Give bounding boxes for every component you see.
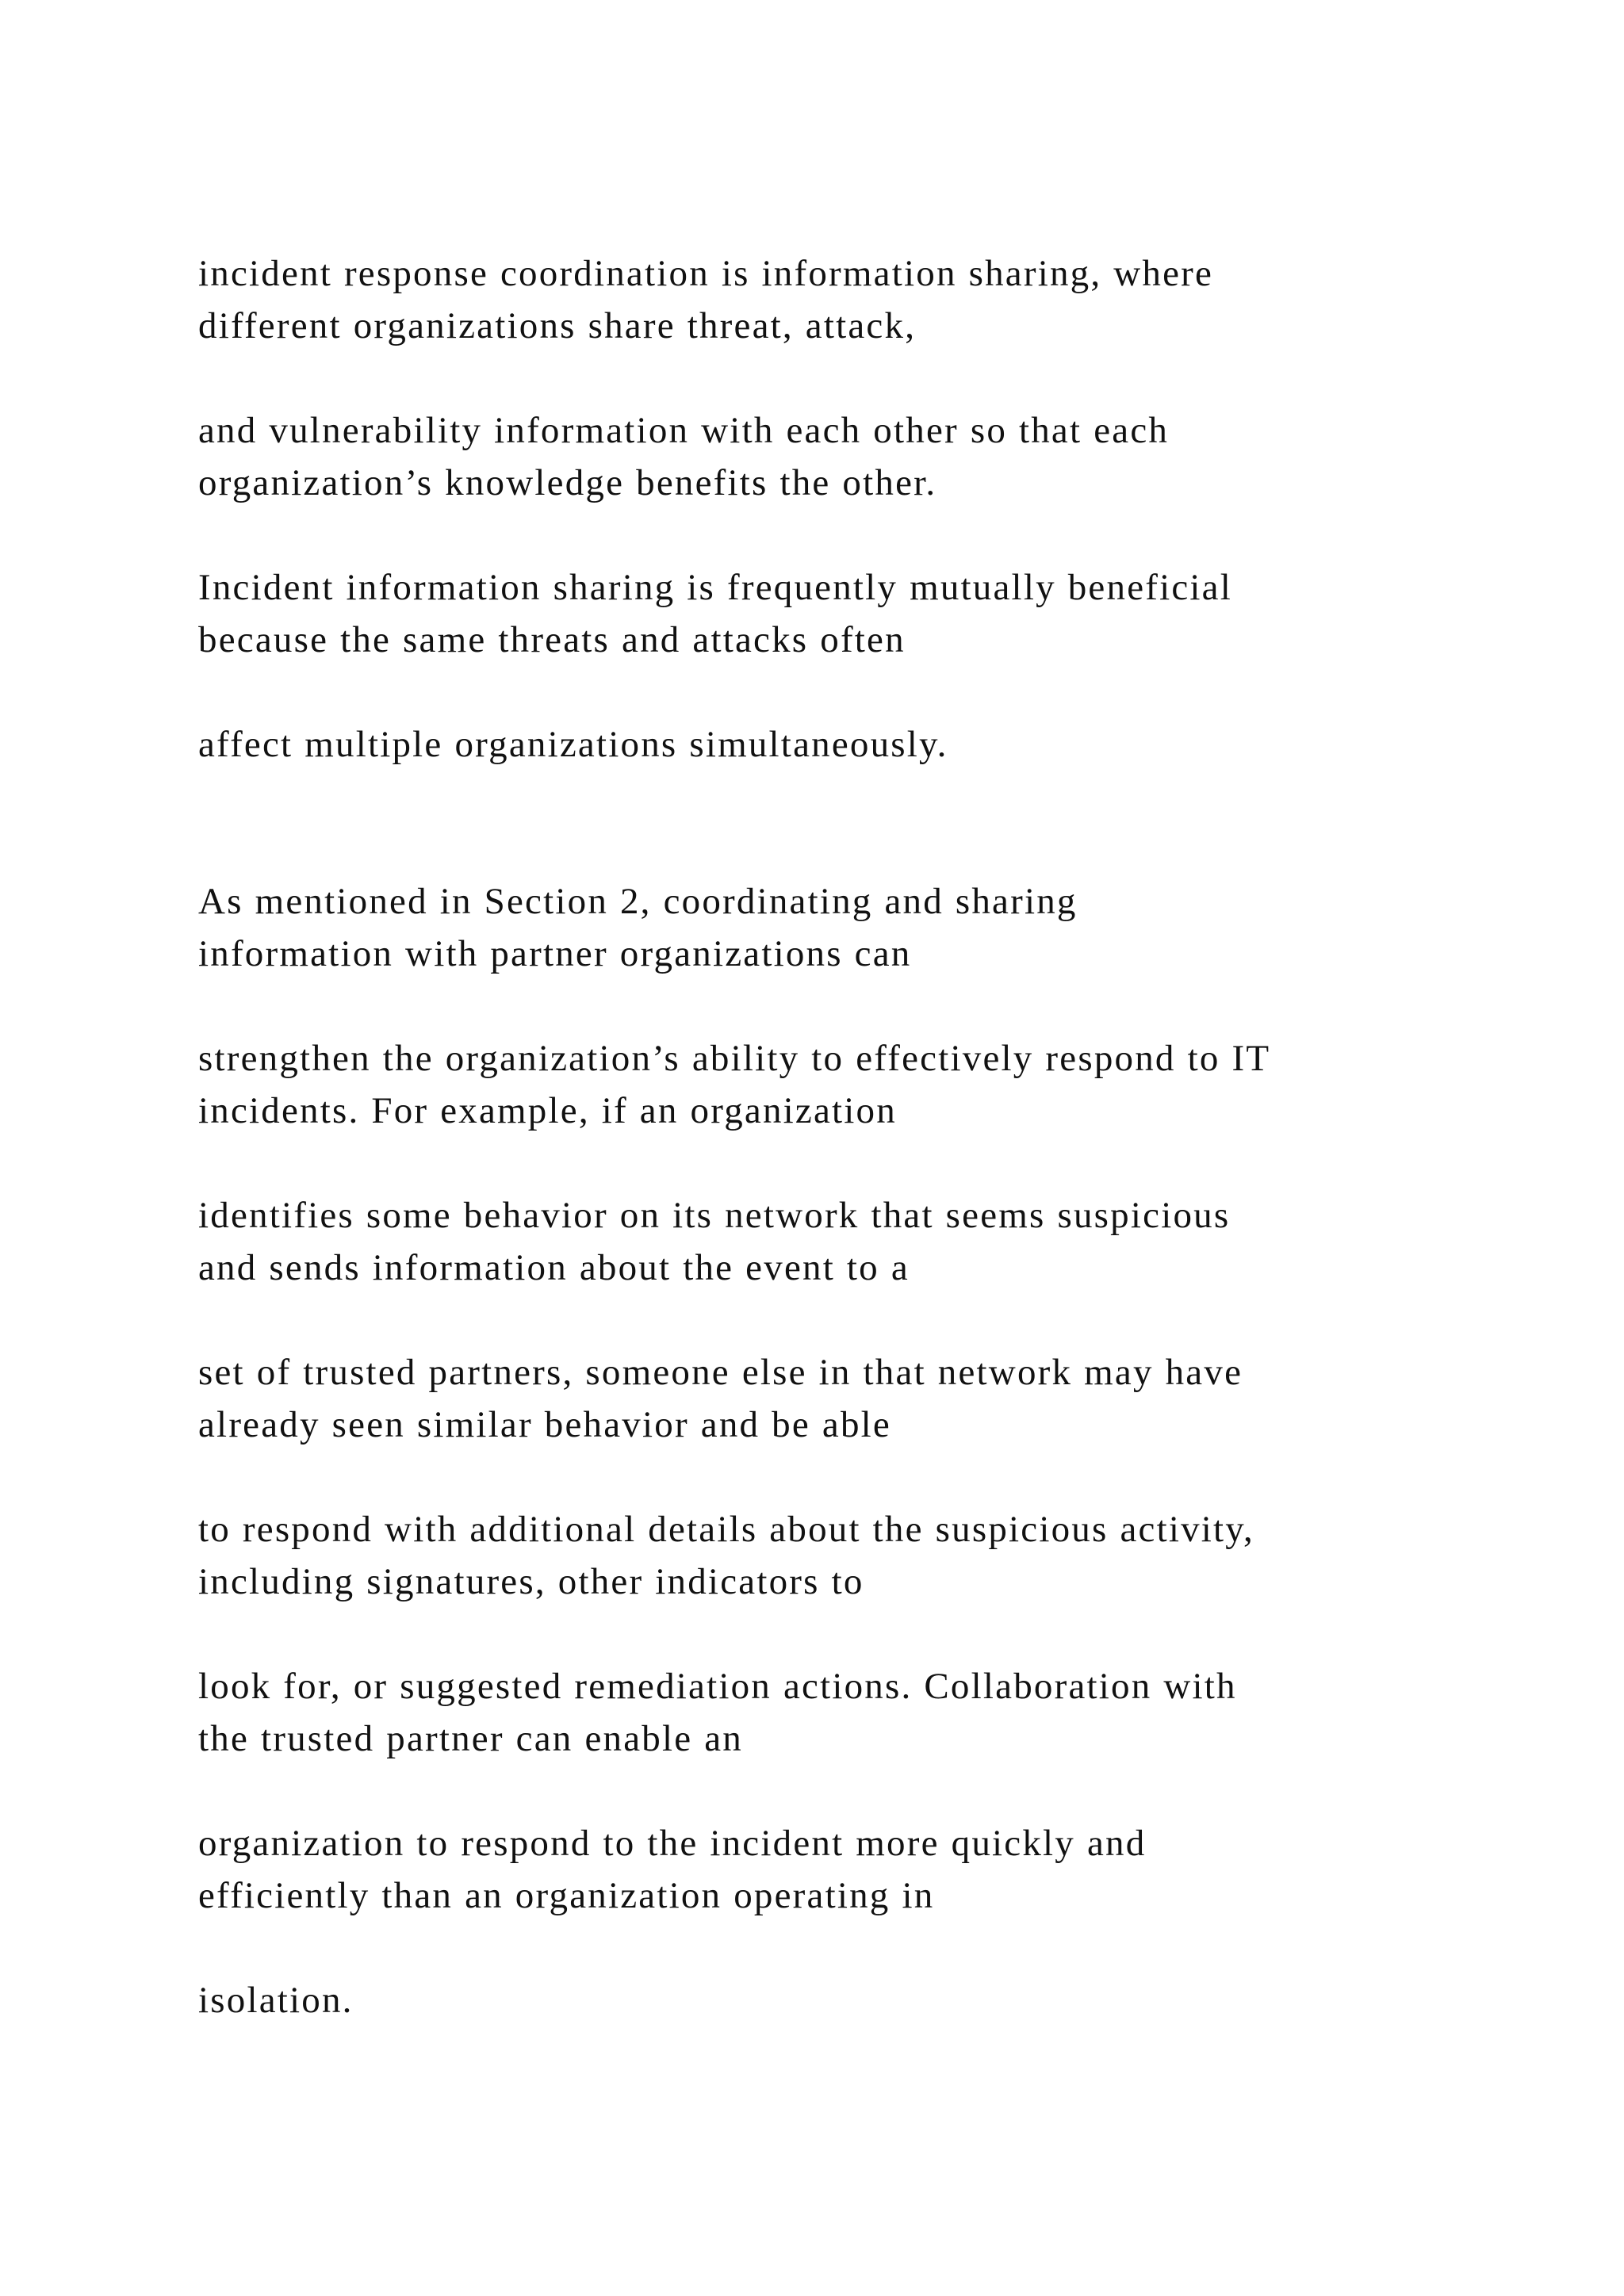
- text-line: the trusted partner can enable an: [198, 1718, 743, 1759]
- text-line: isolation.: [198, 1980, 354, 2021]
- text-line: incident response coordination is information sharing, where: [198, 253, 1214, 294]
- text-line: identifies some behavior on its network that seems suspicious: [198, 1195, 1231, 1236]
- text-line: because the same threats and attacks often: [198, 619, 906, 660]
- text-line: Incident information sharing is frequently mutually beneficial: [198, 567, 1232, 608]
- text-line: to respond with additional details about the suspicious activity,: [198, 1509, 1254, 1550]
- text-line: information with partner organizations can: [198, 933, 912, 974]
- text-line: including signatures, other indicators to: [198, 1561, 864, 1602]
- text-line: affect multiple organizations simultaneously.: [198, 724, 948, 765]
- text-line: organization’s knowledge benefits the other.: [198, 462, 937, 503]
- text-line: and vulnerability information with each other so that each: [198, 410, 1170, 451]
- text-line: organization to respond to the incident more quickly and: [198, 1823, 1147, 1864]
- text-line: and sends information about the event to a: [198, 1247, 910, 1288]
- text-line: look for, or suggested remediation actions. Collaboration with: [198, 1666, 1237, 1707]
- text-line: set of trusted partners, someone else in that network may have: [198, 1352, 1243, 1393]
- text-line: different organizations share threat, attack,: [198, 305, 917, 346]
- text-line: already seen similar behavior and be able: [198, 1404, 891, 1445]
- text-line: strengthen the organization’s ability to effectively respond to IT: [198, 1038, 1271, 1079]
- text-line: As mentioned in Section 2, coordinating and sharing: [198, 881, 1078, 922]
- text-line: efficiently than an organization operating in: [198, 1875, 935, 1916]
- text-line: incidents. For example, if an organization: [198, 1090, 897, 1131]
